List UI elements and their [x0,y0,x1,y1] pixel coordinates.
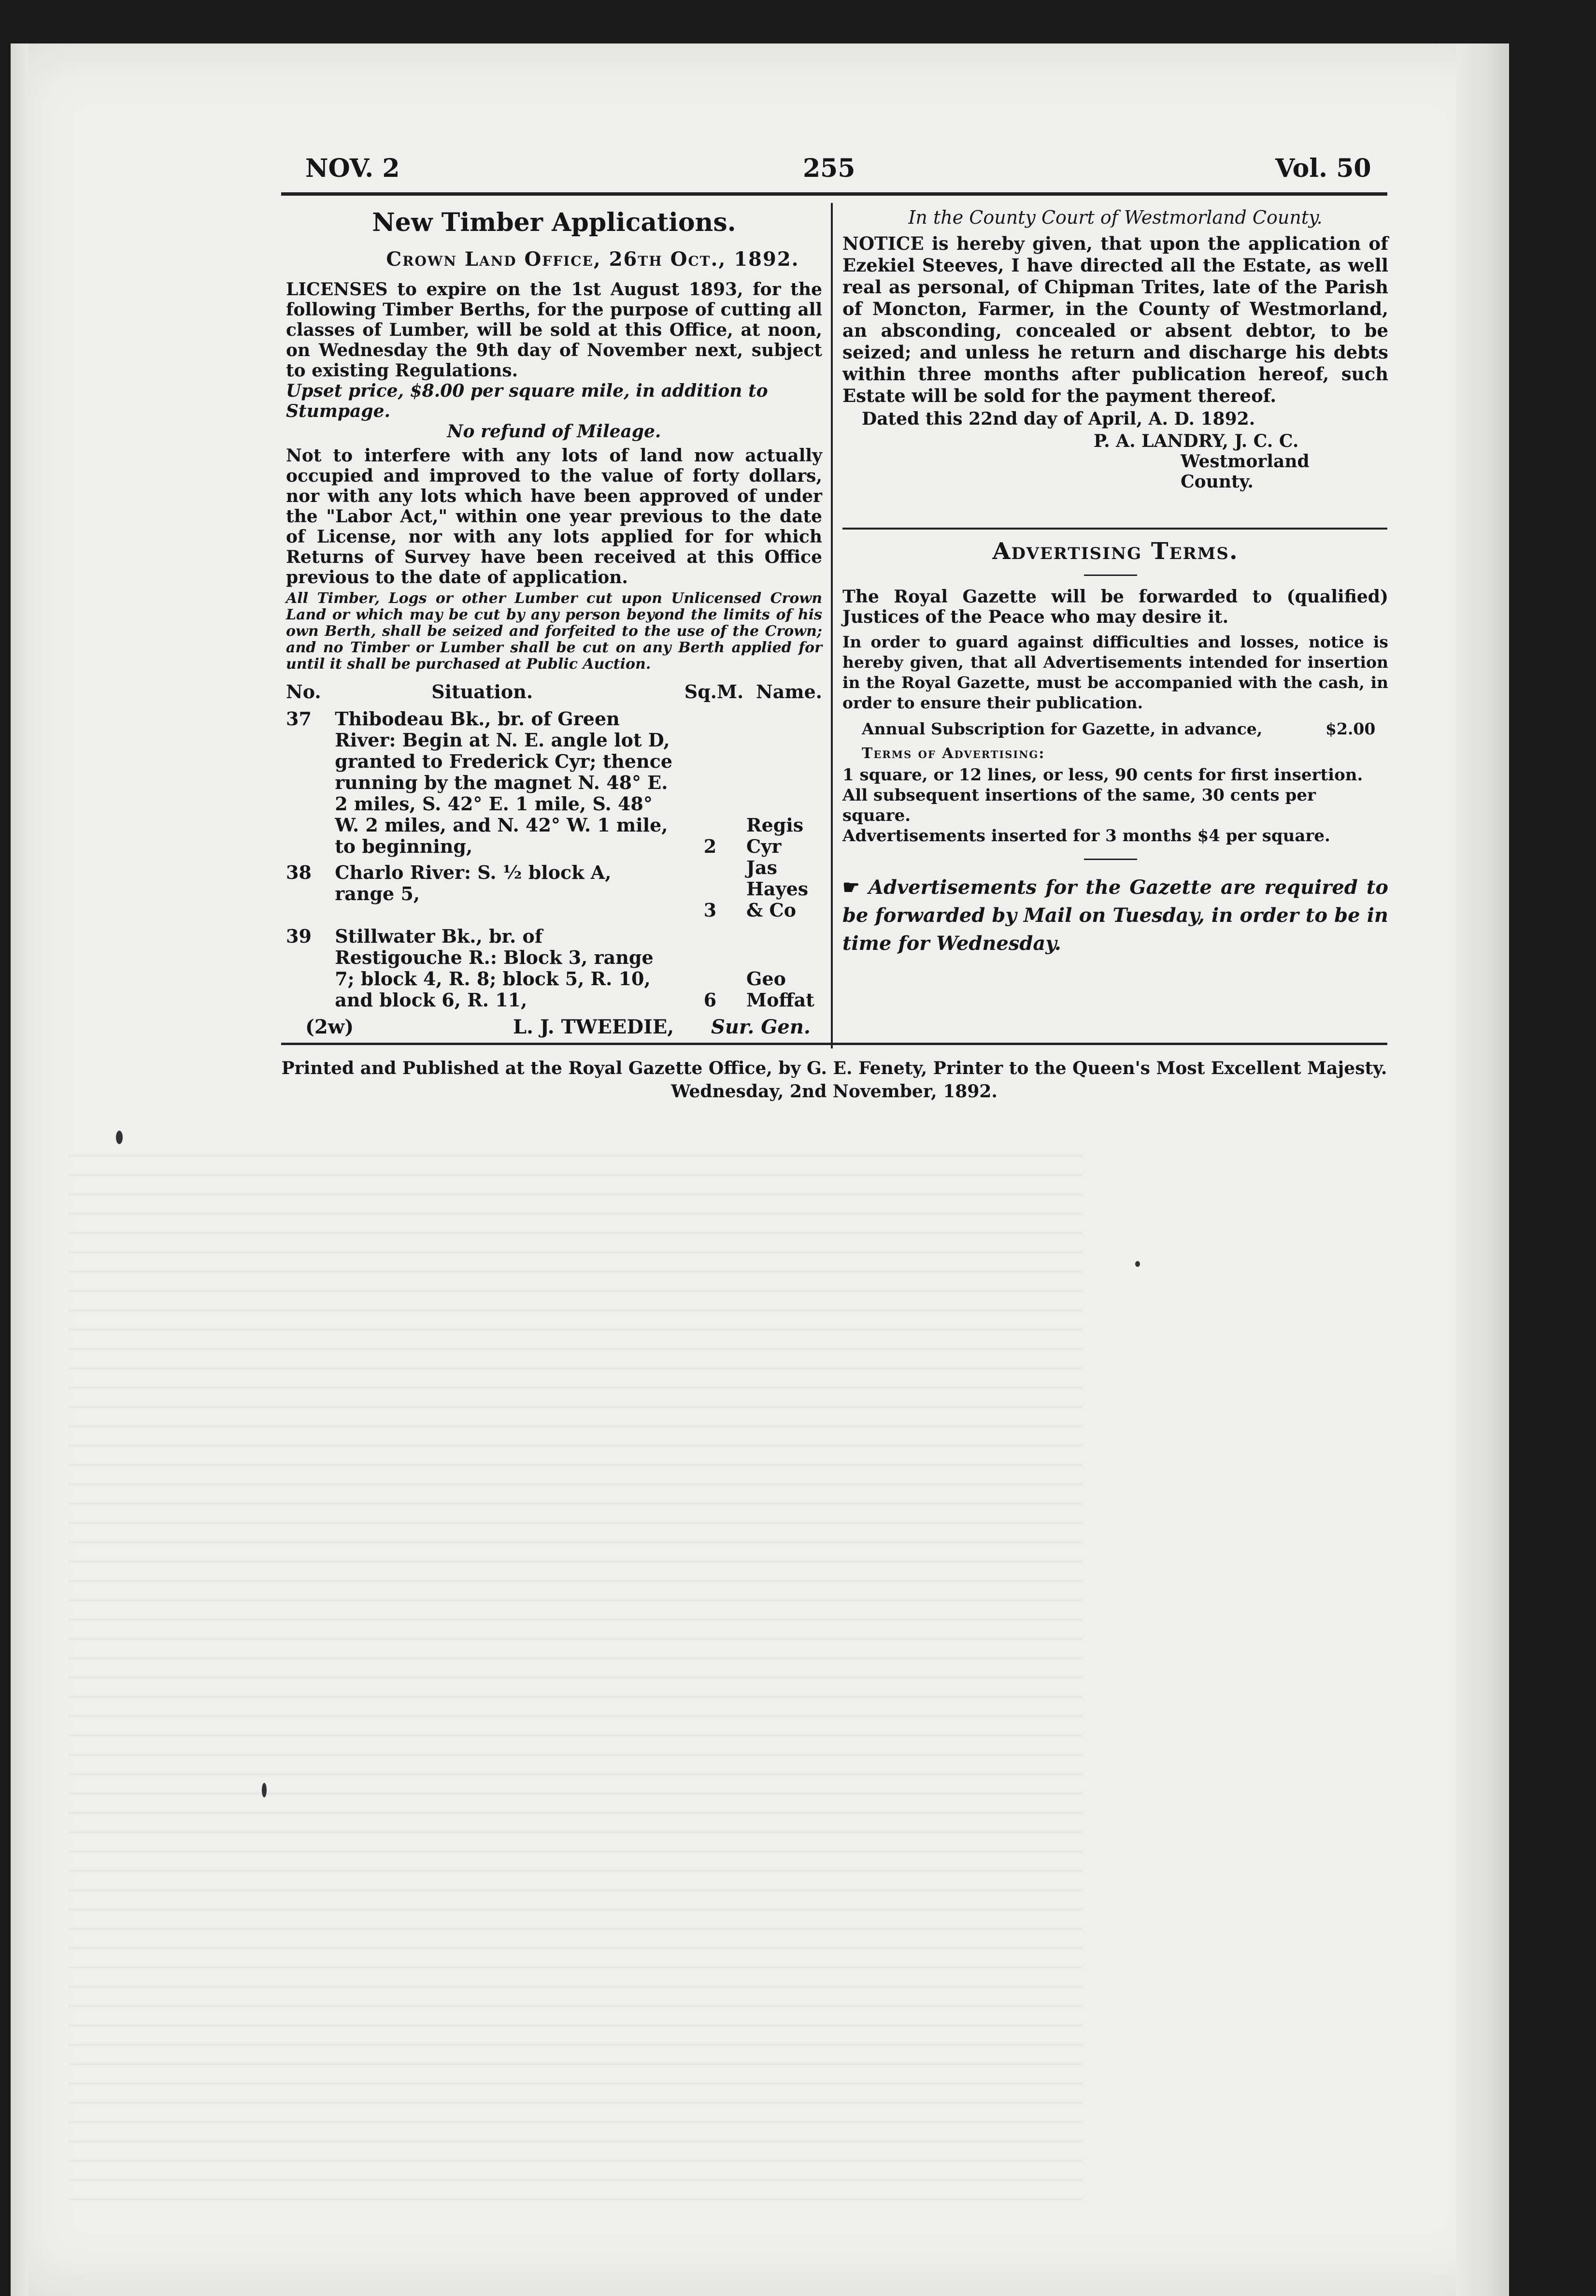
insertion-mark: (2w) [305,1016,354,1038]
berth-no: 37 [286,708,312,730]
column-divider [831,203,833,1048]
col-name: Name. [756,681,822,703]
bleed-through [69,1155,1083,2218]
timber-conditions: Not to interfere with any lots of land now actually occupied and improved to the value of forty dollars, nor with any lots which have been approved of under the "Labor Act," within one year previous to the date of License, nor with any lots applied for for which Returns of Survey have been received at this Office previous to the date of application. [286,445,822,588]
newspaper-page [11,43,1509,2296]
berth-situation: Thibodeau Bk., br. of Green River: Begin at N. E. angle lot D, granted to Frederick Cyr; thence running by the magnet N. 48° E. 2 miles, S. 42° E. 1 mile, S. 48° W. 2 miles, and N. 42° W. 1 mile, to beginning, [335,708,673,857]
footer-imprint: Printed and Published at the Royal Gazette Office, by G. E. Fenety, Printer to the Queen's Most Excellent Majesty. [281,1058,1387,1078]
county-court-heading: In the County Court of Westmorland County. [908,207,1323,228]
berth-no: 39 [286,925,312,947]
terms-short-rule [1084,859,1137,860]
binding-edge [1456,43,1509,2296]
timber-intro: LICENSES to expire on the 1st August 1893, for the following Timber Berths, for the purpose of cutting all classes of Lumber, will be sold at this Office, at noon, on Wednesday the 9th day of November next, subject to existing Regulations. [286,279,822,381]
issue-date: NOV. 2 [305,154,400,183]
term-2: All subsequent insertions of the same, 30 cents per square. [842,786,1316,825]
subscription-line [842,719,1388,740]
berth-sqm: 3 [703,899,717,921]
advertising-title: Advertising Terms. [992,538,1239,565]
berth-sqm: 2 [703,835,717,857]
timber-title: New Timber Applications. [372,208,736,237]
mail-notice-text: Advertisements for the Gazette are required to be forwarded by Mail on Tuesday, in order to be in time for Wednesday. [842,876,1388,955]
county-court-signature: P. A. LANDRY, J. C. C. [1094,431,1299,451]
speck [262,1783,267,1797]
county-court-county: Westmorland County. [1181,451,1310,492]
timber-warning: All Timber, Logs or other Lumber cut upon Unlicensed Crown Land or which may be cut by any person beyond the limits of his own Berth, shall be seized and forfeited to the use of the Crown; and no Timber or Lumber shall be cut on any Berth applied for until it shall be purchased at Public Auction. [286,590,822,673]
berth-situation: Charlo River: S. ½ block A, range 5, [335,861,612,904]
speck [1135,1261,1140,1267]
table-row [286,703,822,857]
timber-signature-title: Sur. Gen. [711,1016,811,1038]
header-rule [281,192,1387,196]
timber-signature: L. J. TWEEDIE, [513,1016,674,1038]
timber-upset-price: Upset price, $8.00 per square mile, in addition to Stumpage. [286,381,768,421]
section-rule [842,528,1387,530]
timber-mileage: No refund of Mileage. [447,421,661,442]
berth-name: Geo Moffat [746,968,814,1011]
county-court-dated: Dated this 22nd day of April, A. D. 1892. [862,409,1255,429]
volume-number: Vol. 50 [1275,154,1371,183]
table-row [286,921,822,1011]
col-no: No. [286,681,321,703]
timber-notice [286,203,822,1040]
page-fold [11,43,28,2296]
county-court-body: NOTICE is hereby given, that upon the application of Ezekiel Steeves, I have directed all the Estate, as well real as personal, of Chipman Trites, late of the Parish of Moncton, Farmer, in the County of Westmorland, an absconding, concealed or absent debtor, to be seized; and unless he return and discharge his debts within three months after publication hereof, such Estate will be sold for the payment thereof. [842,233,1388,406]
pointing-hand-icon: ☛ [842,876,860,899]
subscription-label: Annual Subscription for Gazette, in advance, [862,719,1263,738]
advertising-para2: In order to guard against difficulties and losses, notice is hereby given, that all Advertisements intended for insertion in the Royal Gazette, must be accompanied with the cash, in order to ensure their publication. [842,632,1388,712]
footer-date: Wednesday, 2nd November, 1892. [671,1081,998,1102]
berth-no: 38 [286,861,312,883]
subscription-price: $2.00 [1325,719,1376,738]
advertising-short-rule [1084,574,1137,576]
berths-header [286,681,822,703]
advertising-terms [842,534,1388,958]
timber-signature-line [286,1016,822,1040]
terms-heading: Terms of Advertising: [862,745,1045,762]
advertising-para1: The Royal Gazette will be forwarded to (qualified) Justices of the Peace who may desire it. [842,587,1388,627]
berth-name: Regis Cyr [746,814,804,857]
berths-table [286,681,822,1011]
berth-sqm: 6 [703,989,717,1011]
col-sqm: Sq.M. [684,681,744,703]
table-row [286,857,822,921]
berth-name: Jas Hayes & Co [746,857,809,921]
footer-rule [281,1043,1387,1045]
county-court-notice [842,203,1388,492]
col-situation: Situation. [431,681,533,703]
page-number: 255 [803,154,855,183]
term-1: 1 square, or 12 lines, or less, 90 cents for first insertion. [842,765,1363,785]
term-3: Advertisements inserted for 3 months $4 per square. [842,826,1330,846]
mail-notice [842,874,1388,958]
berth-situation: Stillwater Bk., br. of Restigouche R.: Block 3, range 7; block 4, R. 8; block 5, R. 10, and block 6, R. 11, [335,925,654,1011]
timber-office-line: Crown Land Office, 26th Oct., 1892. [386,248,799,271]
speck [116,1131,123,1144]
